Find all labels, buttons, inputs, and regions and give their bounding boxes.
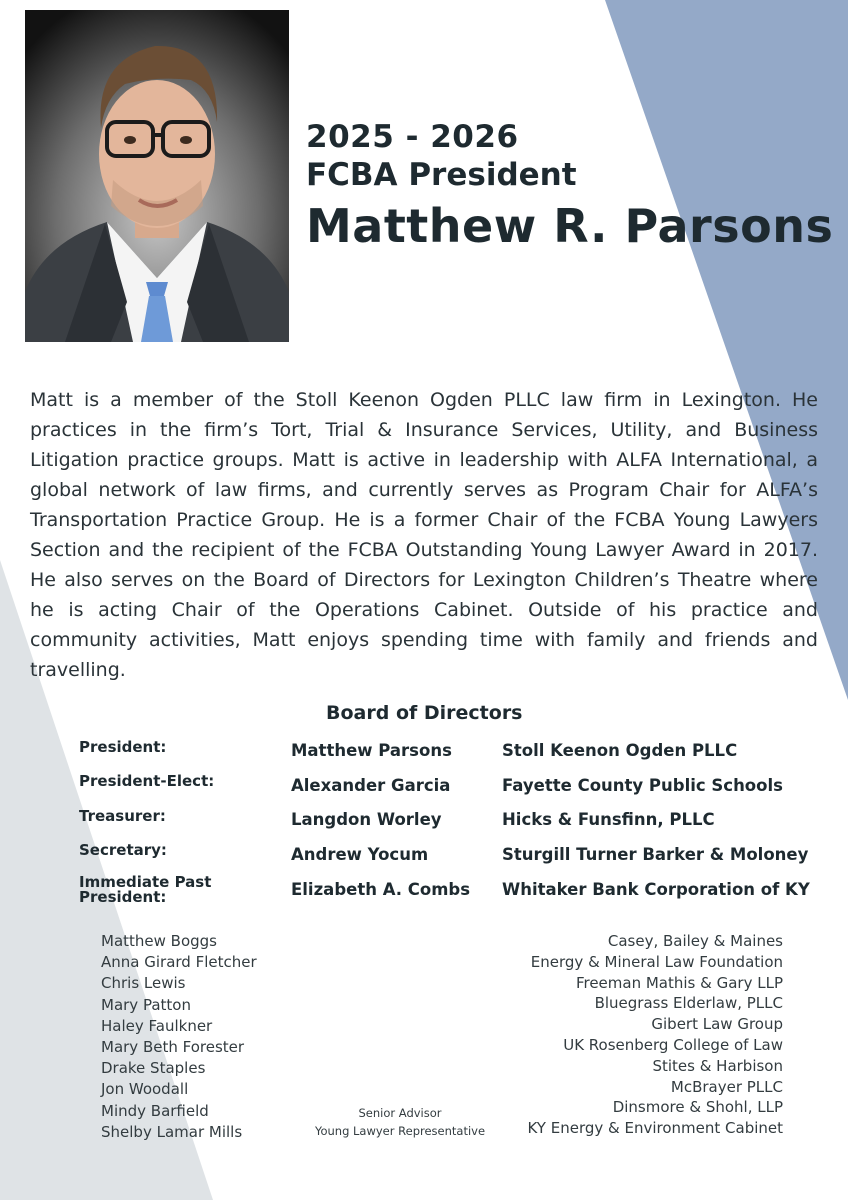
member-firm: Stites & Harbison: [652, 1056, 783, 1075]
term-years: 2025 - 2026: [306, 119, 519, 155]
board-title: Board of Directors: [326, 702, 523, 724]
officer-name: Matthew Parsons: [291, 741, 452, 760]
member-name: Jon Woodall: [101, 1080, 189, 1099]
member-firm: KY Energy & Environment Cabinet: [527, 1119, 783, 1138]
officer-name: Andrew Yocum: [291, 845, 429, 865]
young-lawyer-note: Young Lawyer Representative: [314, 1124, 486, 1138]
president-name: Matthew R. Parsons: [306, 199, 834, 253]
member-firm: Freeman Mathis & Gary LLP: [575, 973, 783, 992]
officer-firm: Stoll Keenon Ogden PLLC: [502, 741, 738, 760]
member-name: Mary Patton: [101, 995, 191, 1014]
member-name: Matthew Boggs: [101, 932, 217, 950]
member-name: Shelby Lamar Mills: [101, 1122, 243, 1141]
member-firms: [528, 931, 784, 1139]
member-firm: Energy & Mineral Law Foundation: [530, 952, 783, 971]
member-firm: Gibert Law Group: [651, 1015, 783, 1034]
officer-role: [79, 875, 214, 909]
officer-role: President-Elect:: [79, 772, 215, 791]
member-name: Mary Beth Forester: [101, 1038, 245, 1057]
officer-name: Langdon Worley: [291, 810, 442, 830]
officer-roles: [79, 738, 214, 909]
officer-role: Treasurer:: [79, 806, 166, 825]
officer-names: [291, 738, 470, 911]
officer-firm: Sturgill Turner Barker & Moloney: [502, 845, 809, 865]
member-firm: Dinsmore & Shohl, LLP: [612, 1098, 783, 1117]
role-title: FCBA President: [306, 157, 577, 193]
president-heading: [306, 118, 833, 256]
president-bio: Matt is a member of the Stoll Keenon Ogden PLLC law firm in Lexington. He practices in the firm’s Tort, Trial & Insurance Services, Utility, and Business Litigation practice groups. Matt is active in leadership with ALFA International, a global network of law firms, and currently serves as Program Chair for ALFA’s Transportation Practice Group. He is a former Chair of the FCBA Young Lawyers Section and the recipient of the FCBA Outstanding Young Lawyer Award in 2017. He also serves on the Board of Directors for Lexington Children’s Theatre where he is acting Chair of the Operations Cabinet. Outside of his practice and community activities, Matt enjoys spending time with family and friends and travelling.: [30, 389, 818, 681]
officer-role: President:: [79, 738, 167, 756]
member-notes: [300, 1104, 500, 1140]
officer-firms: [502, 738, 810, 911]
member-firm: UK Rosenberg College of Law: [563, 1035, 783, 1054]
member-firm: McBrayer PLLC: [670, 1077, 783, 1096]
officer-role-line: Immediate Past: [79, 873, 212, 892]
member-names: [101, 931, 257, 1143]
member-name: Chris Lewis: [101, 974, 186, 993]
officer-firm: Hicks & Funsfinn, PLLC: [502, 810, 715, 830]
officer-name: Elizabeth A. Combs: [291, 879, 471, 899]
member-name: Mindy Barfield: [101, 1101, 209, 1120]
officer-firm: Whitaker Bank Corporation of KY: [502, 879, 810, 899]
member-name: Anna Girard Fletcher: [101, 953, 257, 972]
member-name: Drake Staples: [101, 1059, 206, 1078]
president-portrait: [25, 10, 289, 342]
member-firm: Casey, Bailey & Maines: [607, 932, 783, 950]
officer-firm: Fayette County Public Schools: [502, 775, 783, 795]
officer-role: Secretary:: [79, 840, 167, 859]
member-firm: Bluegrass Elderlaw, PLLC: [594, 994, 783, 1013]
officer-role-line: President:: [79, 888, 167, 907]
member-name: Haley Faulkner: [101, 1016, 213, 1035]
officer-name: Alexander Garcia: [291, 775, 451, 795]
senior-advisor-note: Senior Advisor: [358, 1106, 442, 1120]
